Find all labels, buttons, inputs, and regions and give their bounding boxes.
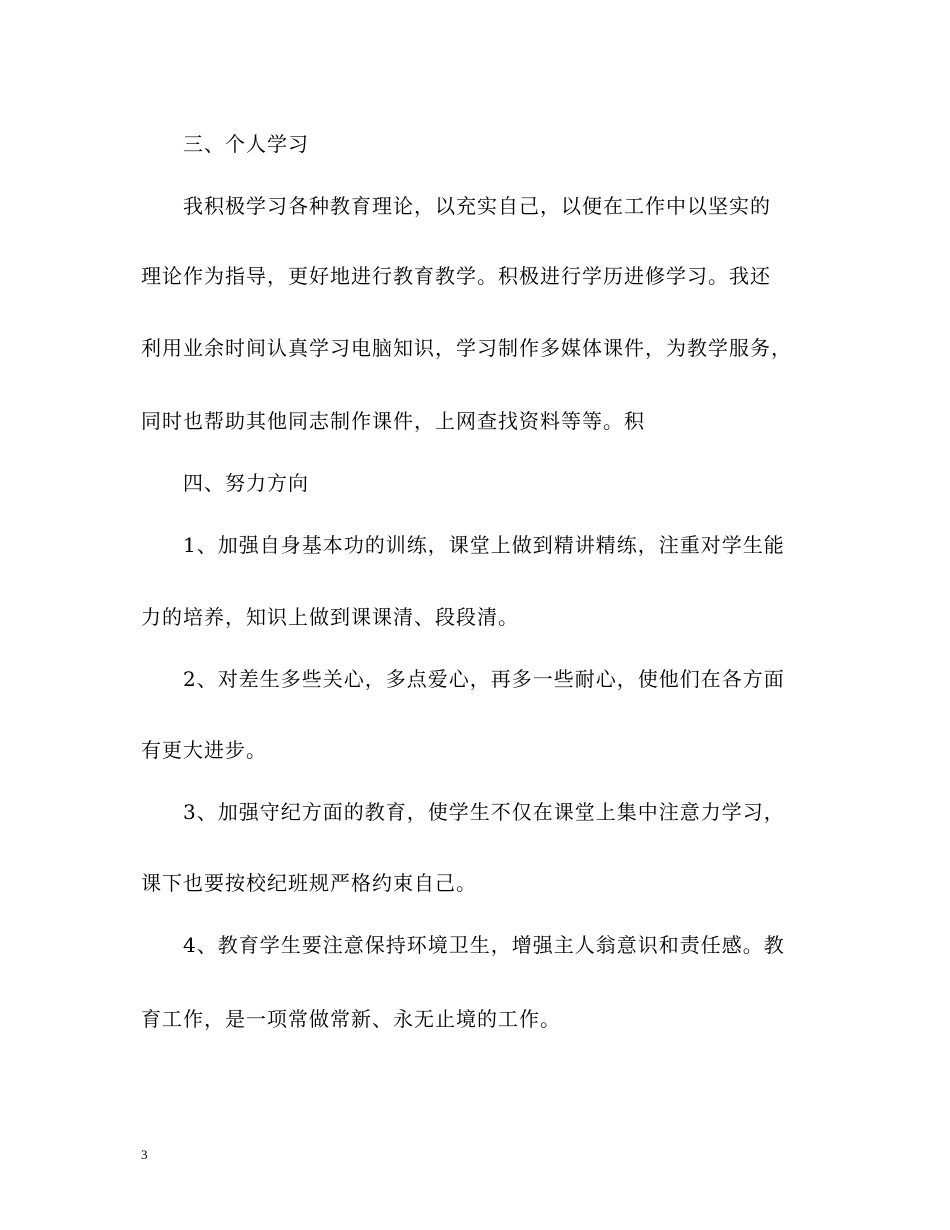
paragraph-line: 我积极学习各种教育理论，以充实自己，以便在工作中以坚实的: [183, 194, 771, 218]
section-heading-personal-study: 三、个人学习: [183, 132, 309, 156]
list-item-line: 力的培养，知识上做到课课清、段段清。: [141, 605, 519, 629]
list-item-line: 4、教育学生要注意保持环境卫生，增强主人翁意识和责任感。教: [183, 933, 785, 957]
list-item-line: 1、加强自身基本功的训练，课堂上做到精讲精练，注重对学生能: [183, 533, 785, 557]
list-item-line: 有更大进步。: [141, 738, 267, 762]
page-number: 3: [141, 1147, 148, 1162]
list-item-line: 2、对差生多些关心，多点爱心，再多一些耐心，使他们在各方面: [183, 667, 785, 691]
paragraph-line: 同时也帮助其他同志制作课件，上网查找资料等等。积: [141, 409, 645, 433]
list-item-line: 育工作，是一项常做常新、永无止境的工作。: [141, 1007, 561, 1031]
list-item-line: 课下也要按校纪班规严格约束自己。: [141, 871, 477, 895]
list-item-line: 3、加强守纪方面的教育，使学生不仅在课堂上集中注意力学习，: [183, 800, 785, 824]
paragraph-line: 利用业余时间认真学习电脑知识，学习制作多媒体课件，为教学服务，: [141, 336, 792, 360]
section-heading-effort-direction: 四、努力方向: [183, 471, 309, 495]
paragraph-line: 理论作为指导，更好地进行教育教学。积极进行学历进修学习。我还: [141, 264, 771, 288]
